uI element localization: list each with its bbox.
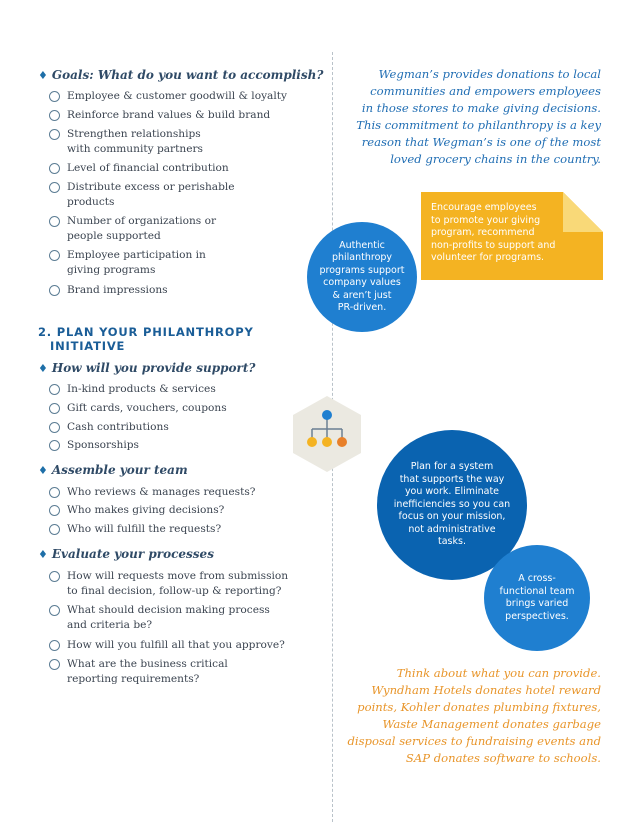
circle-line: Plan for a system <box>410 461 494 473</box>
checkbox-ring-icon <box>49 440 60 451</box>
list-item-text: Employee & customer goodwill & loyalty <box>67 90 288 102</box>
circle-line: PR-driven. <box>337 302 387 313</box>
team-heading-text: Assemble your team <box>51 463 188 477</box>
checkbox-ring-icon <box>49 422 60 433</box>
list-item-text: Distribute excess or perishable products <box>67 181 235 208</box>
checkbox-ring-icon <box>49 110 60 121</box>
list-item-text: Brand impressions <box>67 284 168 296</box>
circle-line: inefficiencies so you can <box>393 498 511 510</box>
list-item <box>49 503 299 518</box>
list-item-text: Number of organizations or people supported <box>67 215 217 242</box>
checkbox-ring-icon <box>49 605 60 616</box>
list-item-text: What are the business critical reporting requirements? <box>67 658 228 685</box>
support-heading-text: How will you provide support? <box>51 361 256 375</box>
circle-line: & aren’t just <box>332 289 392 301</box>
list-item-text: Level of financial contribution <box>67 162 229 174</box>
list-item-text: Reinforce brand values & build brand <box>67 109 271 121</box>
goals-heading-text: Goals: What do you want to accomplish? <box>51 68 324 82</box>
checkbox-ring-icon <box>49 163 60 174</box>
quote-line: in those stores to make giving decisions. <box>361 101 601 115</box>
list-item <box>49 108 299 123</box>
checkbox-ring-icon <box>49 384 60 395</box>
checkbox-ring-icon <box>49 250 60 261</box>
quote-line: Wyndham Hotels donates hotel reward <box>371 683 601 697</box>
circle-line: not administrative <box>408 523 496 535</box>
circle-line: functional team <box>499 585 575 597</box>
quote-line: reason that Wegman’s is one of the most <box>361 135 601 149</box>
circle-line: philanthropy <box>331 252 393 263</box>
checkbox-ring-icon <box>49 487 60 498</box>
checkbox-ring-icon <box>49 659 60 670</box>
note-line: program, recommend <box>431 227 535 238</box>
checkbox-ring-icon <box>49 182 60 193</box>
list-item <box>49 657 294 687</box>
checkbox-ring-icon <box>49 129 60 140</box>
provide-quote <box>301 665 601 767</box>
list-item <box>49 161 299 176</box>
checkbox-ring-icon <box>49 524 60 535</box>
list-item <box>49 283 299 298</box>
circle-line: company values <box>323 277 401 288</box>
checkbox-ring-icon <box>49 571 60 582</box>
list-item-text: Who reviews & manages requests? <box>67 486 256 498</box>
note-line: Encourage employees <box>431 202 537 213</box>
circle-line: tasks. <box>438 536 466 548</box>
cross-functional-circle <box>484 545 590 651</box>
list-item <box>49 485 299 500</box>
checkbox-ring-icon <box>49 91 60 102</box>
note-folded-corner <box>563 192 603 232</box>
diamond-bullet-icon: ♦ <box>38 69 48 82</box>
section-title-line2: INITIATIVE <box>50 339 126 353</box>
circle-line: Authentic <box>339 239 385 251</box>
section-title-line1: PLAN YOUR PHILANTHROPY <box>56 325 254 339</box>
quote-line: Think about what you can provide. <box>396 666 601 680</box>
quote-line: disposal services to fundraising events and <box>347 734 601 748</box>
circle-line: A cross- <box>518 573 556 584</box>
processes-heading-text: Evaluate your processes <box>51 547 214 561</box>
quote-line: Wegman’s provides donations to local <box>378 67 601 81</box>
list-item-text: In-kind products & services <box>67 383 216 395</box>
list-item-text: How will requests move from submission to final decision, follow-up & reporting? <box>67 570 289 597</box>
wegmans-quote <box>311 66 601 168</box>
circle-line: that supports the way <box>399 473 505 485</box>
org-chart-icon <box>291 394 363 474</box>
list-item-text: Employee participation in giving programs <box>67 249 206 276</box>
list-item <box>49 401 299 416</box>
list-item <box>49 89 299 104</box>
list-item <box>49 603 294 633</box>
diamond-bullet-icon: ♦ <box>38 548 48 561</box>
checkbox-ring-icon <box>49 640 60 651</box>
processes-heading <box>38 547 214 561</box>
section-number: 2. <box>38 325 52 339</box>
circle-line: programs support <box>319 264 405 276</box>
list-item <box>49 127 249 157</box>
note-line: volunteer for programs. <box>431 252 545 263</box>
team-heading <box>38 463 188 477</box>
quote-line: Waste Management donates garbage <box>382 717 601 731</box>
checkbox-ring-icon <box>49 216 60 227</box>
quote-line: SAP donates software to schools. <box>405 751 601 765</box>
list-item-text: Sponsorships <box>67 439 139 451</box>
goals-heading <box>38 68 323 82</box>
circle-line: focus on your mission, <box>398 511 506 523</box>
list-item <box>49 638 294 653</box>
quote-line: This commitment to philanthropy is a key <box>356 118 601 132</box>
list-item-text: Strengthen relationships with community partners <box>67 128 203 155</box>
list-item-text: Gift cards, vouchers, coupons <box>67 402 227 414</box>
support-heading <box>38 361 255 375</box>
circle-line: perspectives. <box>505 610 569 622</box>
checkbox-ring-icon <box>49 285 60 296</box>
circle-line: brings varied <box>505 598 569 609</box>
note-line: non-profits to support and <box>431 239 556 251</box>
list-item-text: Who will fulfill the requests? <box>67 523 222 535</box>
list-item <box>49 438 299 453</box>
list-item-text: Cash contributions <box>67 421 169 433</box>
diamond-bullet-icon: ♦ <box>38 362 48 375</box>
quote-line: loved grocery chains in the country. <box>390 152 601 166</box>
list-item <box>49 569 294 599</box>
quote-line: points, Kohler donates plumbing fixtures, <box>357 700 601 714</box>
authentic-philanthropy-circle <box>307 222 417 332</box>
checkbox-ring-icon <box>49 403 60 414</box>
list-item <box>49 420 299 435</box>
list-item <box>49 382 299 397</box>
list-item-text: Who makes giving decisions? <box>67 504 225 516</box>
list-item <box>49 522 299 537</box>
list-item <box>49 214 299 244</box>
circle-line: you work. Eliminate <box>404 486 500 498</box>
note-line: to promote your giving <box>431 214 541 226</box>
quote-line: communities and empowers employees <box>370 84 601 98</box>
section-title <box>38 325 254 353</box>
list-item-text: What should decision making process and criteria be? <box>67 604 270 631</box>
list-item-text: How will you fulfill all that you approve? <box>67 639 285 651</box>
checkbox-ring-icon <box>49 505 60 516</box>
list-item <box>49 180 299 210</box>
list-item <box>49 248 299 278</box>
diamond-bullet-icon: ♦ <box>38 464 48 477</box>
